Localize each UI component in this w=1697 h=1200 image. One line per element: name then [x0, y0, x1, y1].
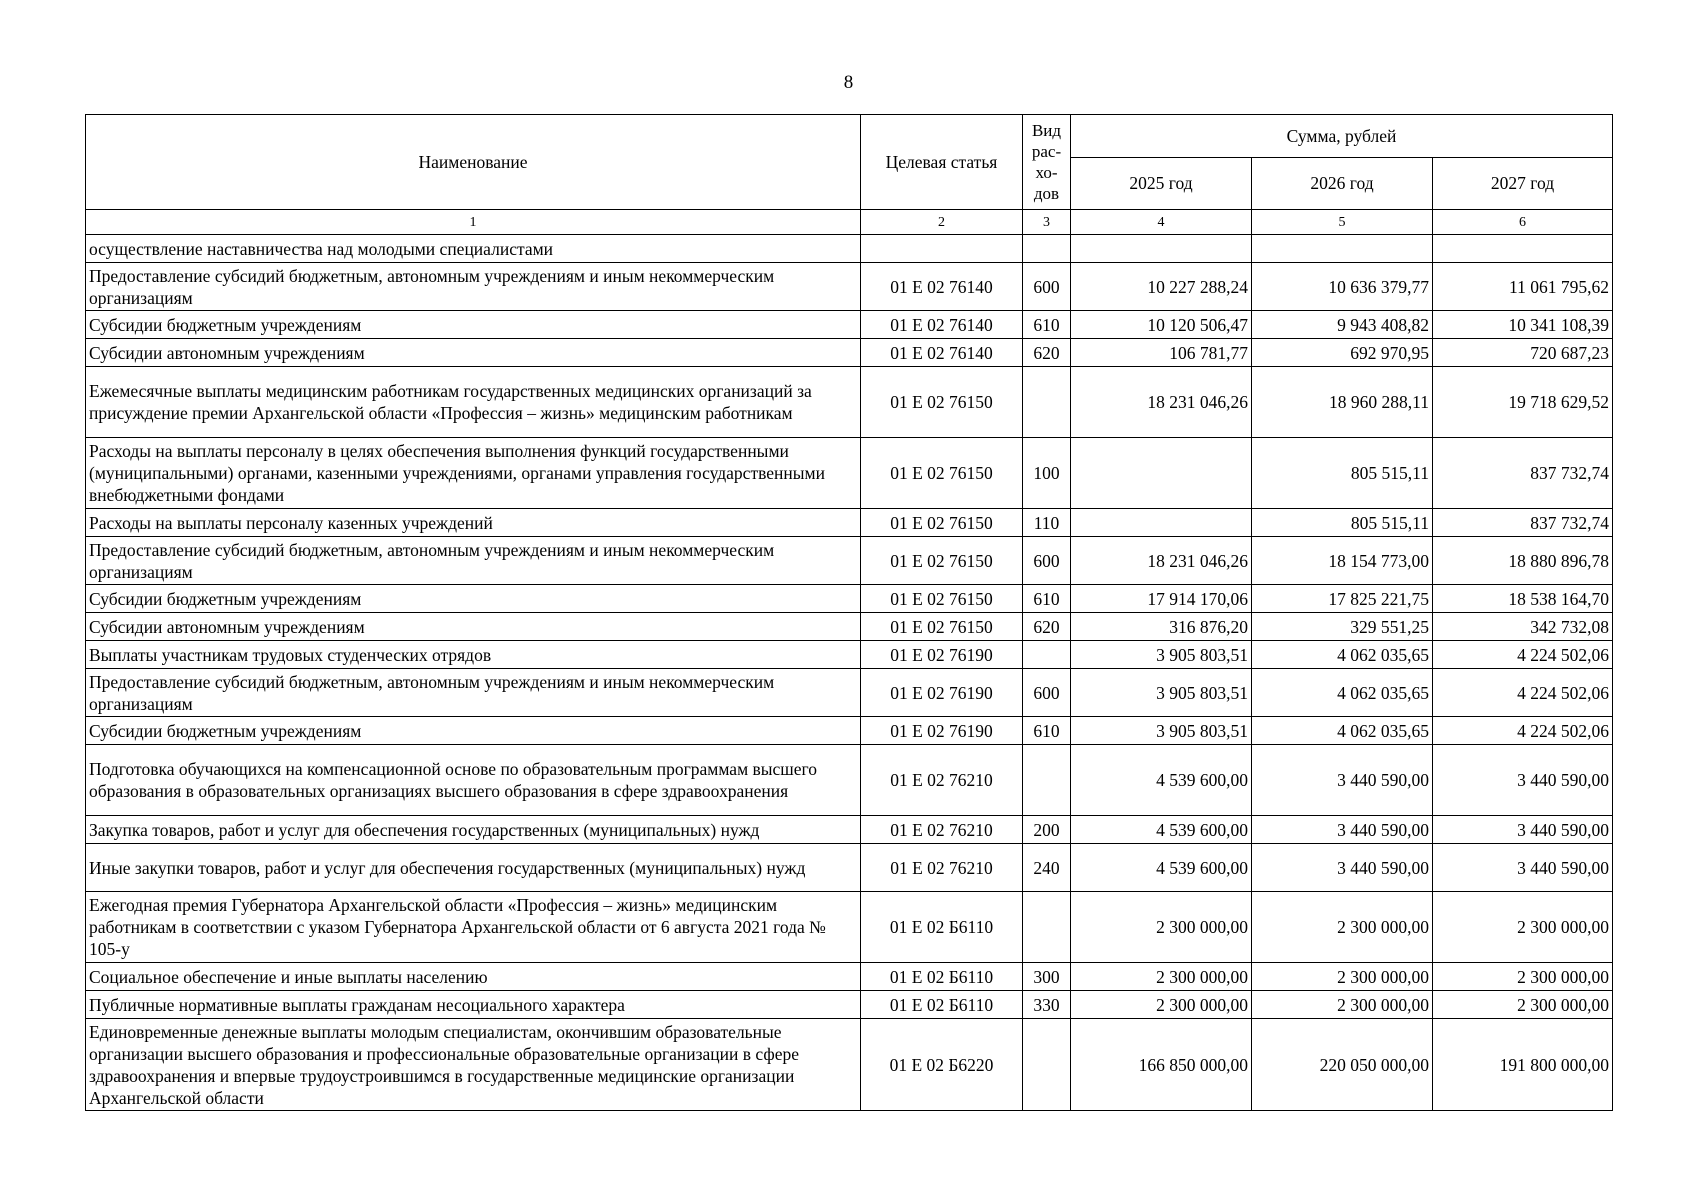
- table-row: [86, 585, 1613, 613]
- row-amount-2026: 4 062 035,65: [1252, 717, 1433, 745]
- row-amount-2025: 4 539 600,00: [1071, 816, 1252, 844]
- row-amount-2027: 18 538 164,70: [1433, 585, 1613, 613]
- row-amount-2027: 10 341 108,39: [1433, 311, 1613, 339]
- row-amount-2027: 3 440 590,00: [1433, 816, 1613, 844]
- row-amount-2025: 3 905 803,51: [1071, 669, 1252, 717]
- row-target-code: 01 Е 02 76150: [861, 585, 1023, 613]
- row-name: Выплаты участникам трудовых студенческих отрядов: [86, 641, 861, 669]
- row-amount-2027: 4 224 502,06: [1433, 717, 1613, 745]
- row-amount-2026: 692 970,95: [1252, 339, 1433, 367]
- row-target-code: 01 Е 02 Б6110: [861, 892, 1023, 963]
- row-amount-2026: 18 960 288,11: [1252, 367, 1433, 438]
- row-amount-2027: 837 732,74: [1433, 509, 1613, 537]
- row-expense-type: 110: [1023, 509, 1071, 537]
- row-name: Субсидии бюджетным учреждениям: [86, 717, 861, 745]
- row-target-code: 01 Е 02 Б6220: [861, 1019, 1023, 1111]
- row-name: Ежемесячные выплаты медицинским работникам государственных медицинских организаций за присуждение премии Архангельской области «Профессия – жизнь» медицинским работникам: [86, 367, 861, 438]
- row-target-code: 01 Е 02 76190: [861, 717, 1023, 745]
- row-amount-2026: 4 062 035,65: [1252, 641, 1433, 669]
- row-expense-type: 610: [1023, 585, 1071, 613]
- row-amount-2027: 720 687,23: [1433, 339, 1613, 367]
- row-expense-type: 620: [1023, 339, 1071, 367]
- row-amount-2026: 2 300 000,00: [1252, 892, 1433, 963]
- row-target-code: 01 Е 02 76140: [861, 263, 1023, 311]
- row-name: осуществление наставничества над молодыми специалистами: [86, 235, 861, 263]
- row-amount-2027: 3 440 590,00: [1433, 745, 1613, 816]
- row-expense-type: 600: [1023, 669, 1071, 717]
- row-amount-2025: 4 539 600,00: [1071, 745, 1252, 816]
- row-name: Расходы на выплаты персоналу казенных учреждений: [86, 509, 861, 537]
- column-number-row: [86, 210, 1613, 235]
- row-amount-2025: 4 539 600,00: [1071, 844, 1252, 892]
- table-body: [86, 235, 1613, 1111]
- row-target-code: 01 Е 02 76150: [861, 509, 1023, 537]
- table-row: [86, 669, 1613, 717]
- row-amount-2025: 3 905 803,51: [1071, 717, 1252, 745]
- row-amount-2027: 3 440 590,00: [1433, 844, 1613, 892]
- row-target-code: 01 Е 02 76190: [861, 641, 1023, 669]
- row-amount-2025: [1071, 438, 1252, 509]
- row-amount-2025: 2 300 000,00: [1071, 892, 1252, 963]
- table-row: [86, 311, 1613, 339]
- row-target-code: 01 Е 02 76150: [861, 367, 1023, 438]
- row-amount-2025: 18 231 046,26: [1071, 367, 1252, 438]
- row-amount-2025: 10 120 506,47: [1071, 311, 1252, 339]
- row-amount-2027: 191 800 000,00: [1433, 1019, 1613, 1111]
- row-expense-type: 610: [1023, 311, 1071, 339]
- row-target-code: 01 Е 02 76150: [861, 537, 1023, 585]
- row-target-code: [861, 235, 1023, 263]
- row-amount-2026: 10 636 379,77: [1252, 263, 1433, 311]
- row-name: Ежегодная премия Губернатора Архангельской области «Профессия – жизнь» медицинским работникам в соответствии с указом Губернатора Архангельской области от 6 августа 2021 года № 105-у: [86, 892, 861, 963]
- row-name: Публичные нормативные выплаты гражданам несоциального характера: [86, 991, 861, 1019]
- row-amount-2026: 3 440 590,00: [1252, 844, 1433, 892]
- col-header-type: Вид рас-хо-дов: [1023, 115, 1071, 210]
- row-amount-2026: 2 300 000,00: [1252, 963, 1433, 991]
- row-expense-type: [1023, 367, 1071, 438]
- row-name: Социальное обеспечение и иные выплаты населению: [86, 963, 861, 991]
- col-number: 3: [1023, 210, 1071, 235]
- row-expense-type: 330: [1023, 991, 1071, 1019]
- row-amount-2025: [1071, 509, 1252, 537]
- row-target-code: 01 Е 02 76150: [861, 438, 1023, 509]
- row-amount-2025: 17 914 170,06: [1071, 585, 1252, 613]
- page-number: 8: [843, 72, 854, 93]
- row-amount-2027: 2 300 000,00: [1433, 963, 1613, 991]
- col-header-name: Наименование: [86, 115, 861, 210]
- row-expense-type: 100: [1023, 438, 1071, 509]
- table-row: [86, 235, 1613, 263]
- col-header-sum: Сумма, рублей: [1071, 115, 1613, 158]
- row-amount-2027: 2 300 000,00: [1433, 991, 1613, 1019]
- row-target-code: 01 Е 02 76190: [861, 669, 1023, 717]
- row-target-code: 01 Е 02 76140: [861, 311, 1023, 339]
- row-name: Субсидии бюджетным учреждениям: [86, 311, 861, 339]
- row-amount-2026: 805 515,11: [1252, 509, 1433, 537]
- row-expense-type: [1023, 1019, 1071, 1111]
- table-row: [86, 1019, 1613, 1111]
- row-amount-2027: 11 061 795,62: [1433, 263, 1613, 311]
- row-amount-2027: 19 718 629,52: [1433, 367, 1613, 438]
- row-target-code: 01 Е 02 Б6110: [861, 991, 1023, 1019]
- row-expense-type: 300: [1023, 963, 1071, 991]
- row-name: Расходы на выплаты персоналу в целях обеспечения выполнения функций государственными (муниципальными) органами, казенными учреждениями, органами управления государственными внебюджетными фондами: [86, 438, 861, 509]
- row-name: Подготовка обучающихся на компенсационной основе по образовательным программам высшего образования в образовательных организациях высшего образования в сфере здравоохранения: [86, 745, 861, 816]
- row-name: Единовременные денежные выплаты молодым специалистам, окончившим образовательные организации высшего образования и профессиональные образовательные организации в сфере здравоохранения и впервые трудоустроившимся в государственные медицинские организации Архангельской области: [86, 1019, 861, 1111]
- row-amount-2025: 166 850 000,00: [1071, 1019, 1252, 1111]
- table-row: [86, 844, 1613, 892]
- row-amount-2026: 3 440 590,00: [1252, 816, 1433, 844]
- row-name: Закупка товаров, работ и услуг для обеспечения государственных (муниципальных) нужд: [86, 816, 861, 844]
- row-name: Субсидии автономным учреждениям: [86, 339, 861, 367]
- table-row: [86, 438, 1613, 509]
- row-amount-2025: [1071, 235, 1252, 263]
- table-row: [86, 963, 1613, 991]
- row-expense-type: 620: [1023, 613, 1071, 641]
- row-expense-type: [1023, 745, 1071, 816]
- row-expense-type: 600: [1023, 263, 1071, 311]
- row-amount-2026: 9 943 408,82: [1252, 311, 1433, 339]
- row-target-code: 01 Е 02 76150: [861, 613, 1023, 641]
- row-target-code: 01 Е 02 Б6110: [861, 963, 1023, 991]
- row-target-code: 01 Е 02 76210: [861, 745, 1023, 816]
- row-name: Иные закупки товаров, работ и услуг для обеспечения государственных (муниципальных) нужд: [86, 844, 861, 892]
- row-amount-2025: 2 300 000,00: [1071, 991, 1252, 1019]
- row-amount-2026: 329 551,25: [1252, 613, 1433, 641]
- row-amount-2027: 2 300 000,00: [1433, 892, 1613, 963]
- col-number: 2: [861, 210, 1023, 235]
- table-row: [86, 991, 1613, 1019]
- row-target-code: 01 Е 02 76140: [861, 339, 1023, 367]
- row-amount-2026: [1252, 235, 1433, 263]
- col-number: 1: [86, 210, 861, 235]
- row-amount-2027: 18 880 896,78: [1433, 537, 1613, 585]
- table-row: [86, 537, 1613, 585]
- col-number: 6: [1433, 210, 1613, 235]
- row-target-code: 01 Е 02 76210: [861, 816, 1023, 844]
- table-row: [86, 367, 1613, 438]
- row-name: Предоставление субсидий бюджетным, автономным учреждениям и иным некоммерческим организациям: [86, 669, 861, 717]
- row-amount-2026: 2 300 000,00: [1252, 991, 1433, 1019]
- row-expense-type: [1023, 235, 1071, 263]
- col-header-year-2027: 2027 год: [1433, 158, 1613, 210]
- row-amount-2026: 805 515,11: [1252, 438, 1433, 509]
- row-amount-2026: 4 062 035,65: [1252, 669, 1433, 717]
- row-expense-type: 600: [1023, 537, 1071, 585]
- row-amount-2027: [1433, 235, 1613, 263]
- row-amount-2026: 17 825 221,75: [1252, 585, 1433, 613]
- col-header-target: Целевая статья: [861, 115, 1023, 210]
- row-expense-type: [1023, 641, 1071, 669]
- row-name: Субсидии бюджетным учреждениям: [86, 585, 861, 613]
- col-header-year-2025: 2025 год: [1071, 158, 1252, 210]
- row-expense-type: 240: [1023, 844, 1071, 892]
- row-amount-2025: 2 300 000,00: [1071, 963, 1252, 991]
- row-name: Предоставление субсидий бюджетным, автономным учреждениям и иным некоммерческим организациям: [86, 263, 861, 311]
- row-name: Субсидии автономным учреждениям: [86, 613, 861, 641]
- table-row: [86, 717, 1613, 745]
- row-amount-2027: 4 224 502,06: [1433, 669, 1613, 717]
- table-row: [86, 509, 1613, 537]
- table-row: [86, 745, 1613, 816]
- col-header-year-2026: 2026 год: [1252, 158, 1433, 210]
- table-row: [86, 613, 1613, 641]
- row-amount-2025: 10 227 288,24: [1071, 263, 1252, 311]
- row-amount-2026: 18 154 773,00: [1252, 537, 1433, 585]
- row-amount-2025: 18 231 046,26: [1071, 537, 1252, 585]
- row-target-code: 01 Е 02 76210: [861, 844, 1023, 892]
- col-number: 5: [1252, 210, 1433, 235]
- row-amount-2026: 3 440 590,00: [1252, 745, 1433, 816]
- row-amount-2027: 4 224 502,06: [1433, 641, 1613, 669]
- table-row: [86, 263, 1613, 311]
- table-row: [86, 892, 1613, 963]
- row-expense-type: 200: [1023, 816, 1071, 844]
- table-row: [86, 339, 1613, 367]
- table-row: [86, 641, 1613, 669]
- row-amount-2027: 837 732,74: [1433, 438, 1613, 509]
- row-expense-type: 610: [1023, 717, 1071, 745]
- row-name: Предоставление субсидий бюджетным, автономным учреждениям и иным некоммерческим организациям: [86, 537, 861, 585]
- table-header: [86, 115, 1613, 235]
- row-amount-2025: 3 905 803,51: [1071, 641, 1252, 669]
- row-amount-2025: 106 781,77: [1071, 339, 1252, 367]
- budget-table: [85, 114, 1613, 1111]
- table-row: [86, 816, 1613, 844]
- col-number: 4: [1071, 210, 1252, 235]
- row-amount-2027: 342 732,08: [1433, 613, 1613, 641]
- row-expense-type: [1023, 892, 1071, 963]
- row-amount-2026: 220 050 000,00: [1252, 1019, 1433, 1111]
- row-amount-2025: 316 876,20: [1071, 613, 1252, 641]
